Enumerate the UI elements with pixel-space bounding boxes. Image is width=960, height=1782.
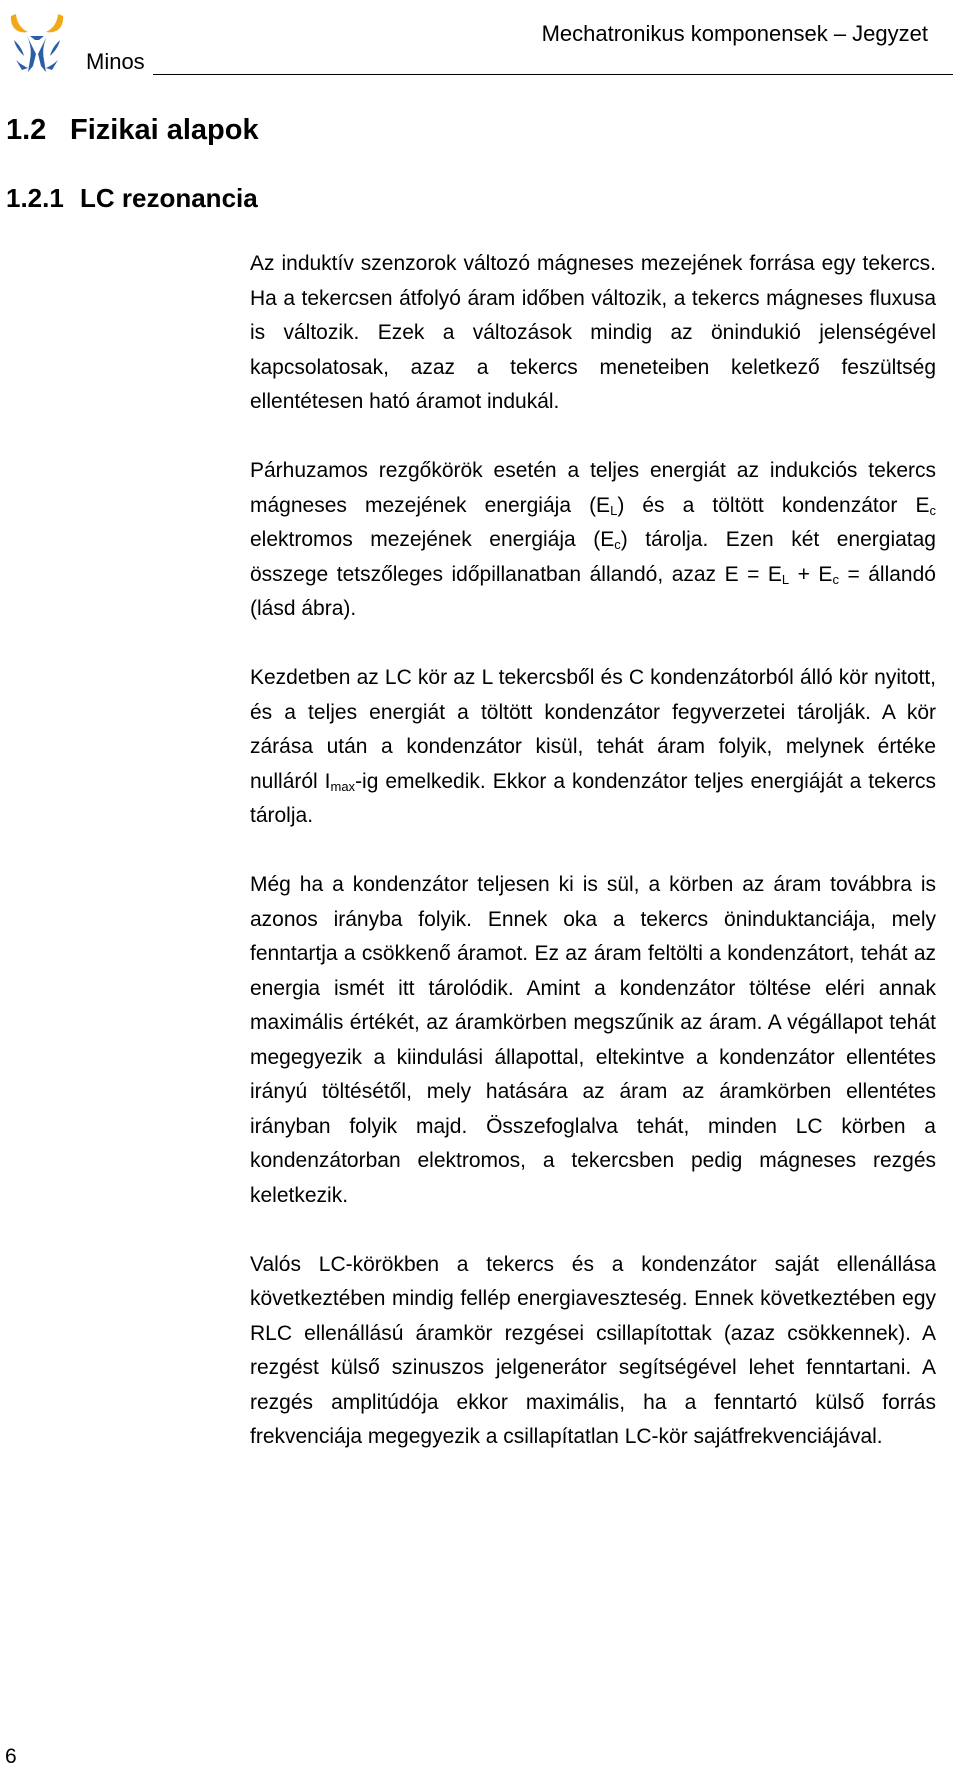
paragraph-2-text: + E	[789, 562, 833, 586]
subscript: L	[610, 502, 618, 518]
brand-name: Minos	[86, 49, 145, 74]
subscript: L	[781, 571, 790, 587]
paragraph-1: Az induktív szenzorok változó mágneses mezejének forrása egy tekercs. Ha a tekercsen átfolyó áram időben változik, a tekercs mágneses fluxusa is változik. Ezek a változások mindig az önindukió jelenségével kapcsolatosak, azaz a tekercs meneteiben keletkező feszültség ellentétesen ható áramot indukál.	[250, 252, 936, 413]
paragraph-2-text: = állandó (lásd ábra).	[250, 562, 936, 620]
paragraph-4: Még ha a kondenzátor teljesen ki is sül, a körben az áram továbbra is azonos irányba folyik. Ennek oka a tekercs öninduktanciája, mely fenntartja a csökkenő áramot. Ez az áram feltölti a kondenzátort, tehát az energia ismét itt tárolódik. Amint a kondenzátor töltése eléri annak maximális értékét, az áramkörben megszűnik az áram. A végállapot tehát megegyezik a kiindulási állapottal, eltekintve a kondenzátor ellentétes irányú töltésétől, mely hatására az áram az áramkörben ellentétes irányban folyik majd. Összefoglalva tehát, minden LC körben a kondenzátorban elektromos, a tekercsben pedig mágneses rezgés keletkezik.	[250, 873, 936, 1207]
page-header	[8, 8, 950, 78]
subsection-heading	[6, 183, 258, 213]
paragraph-3-text: Kezdetben az LC kör az L tekercsből és C kondenzátorból álló kör nyitott, és a teljes energiát a töltött kondenzátor fegyverzetei tárolják. A kör zárása után a kondenzátor kisül, tehát áram folyik, melynek értéke nulláról I	[250, 666, 936, 793]
paragraph-3-text: -ig emelkedik. Ekkor a kondenzátor teljes energiáját a tekercs tárolja.	[250, 769, 936, 827]
paragraph-3	[250, 661, 936, 834]
minos-bull-logo-icon	[8, 10, 66, 76]
subscript: max	[330, 778, 356, 794]
document-title: Mechatronikus komponensek – Jegyzet	[541, 21, 928, 46]
paragraph-2-text: ) tárolja. Ezen két energiatag összege tetszőleges időpillanatban állandó, azaz E = E	[250, 528, 936, 586]
section-title: Fizikai alapok	[70, 114, 259, 146]
section-heading	[6, 113, 259, 147]
paragraph-2-text: elektromos mezejének energiája (E	[250, 528, 615, 551]
subscript: c	[929, 502, 936, 518]
subscript: c	[614, 537, 621, 552]
page-number: 6	[5, 1745, 17, 1768]
subsection-title: LC rezonancia	[80, 183, 258, 213]
paragraph-2-text: ) és a töltött kondenzátor E	[617, 493, 930, 517]
paragraph-5: Valós LC-körökben a tekercs és a kondenzátor saját ellenállása következtében mindig fellép energiaveszteség. Ennek következtében egy RLC ellenállású áramkör rezgései csillapítottak (azaz csökkennek). A rezgést külső szinuszos jelgenerátor segítségével lehet fenntartani. A rezgés amplitúdója ekkor maximális, ha a fenntartó külső forrás frekvenciája megegyezik a csillapítatlan LC-kör sajátfrekvenciájával.	[250, 1252, 936, 1448]
paragraph-2-text: Párhuzamos rezgőkörök esetén a teljes energiát az indukciós tekercs mágneses mezejének energiája (E	[250, 459, 936, 517]
paragraph-2	[250, 454, 936, 627]
subscript: c	[832, 571, 839, 587]
body-text	[250, 247, 936, 1455]
section-number: 1.2	[6, 114, 47, 146]
subsection-number: 1.2.1	[6, 183, 64, 213]
header-rule	[153, 74, 953, 75]
